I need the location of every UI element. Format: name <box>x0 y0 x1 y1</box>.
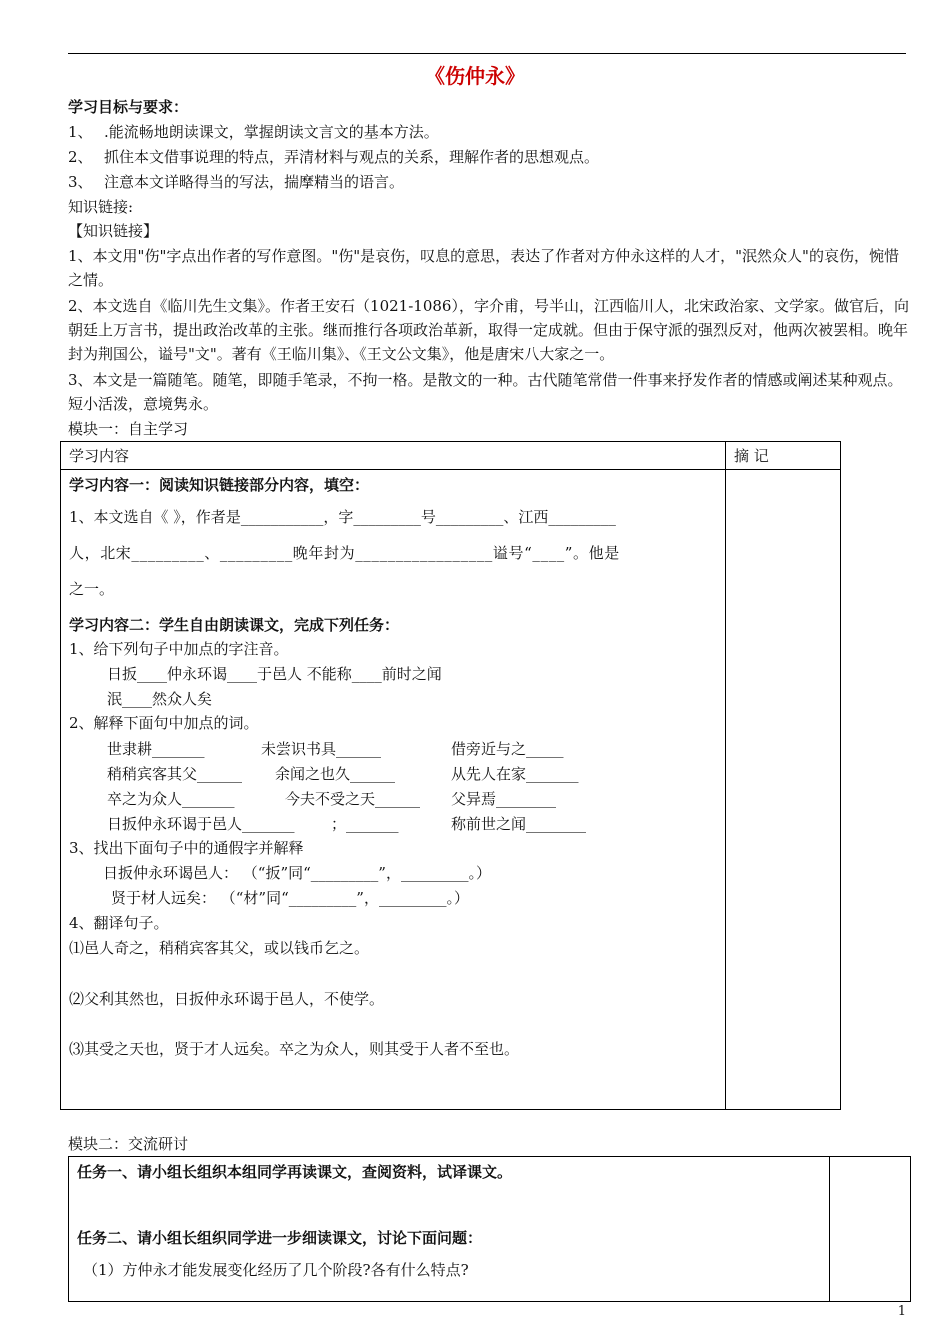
goals-heading: 学习目标与要求： <box>68 98 189 116</box>
word-item: 世隶耕_______ <box>107 740 205 758</box>
word-item: 稍稍宾客其父______ <box>107 765 243 783</box>
knowledge-paragraph: 2、本文选自《临川先生文集》。作者王安石（1021-1086），字介甫，号半山，江西临川人，北宋政治家、文学家。做官后，向朝廷上万言书，提出政治改革的主张。继而推行各项政治革新，取得一定成就。但由于保守派的强烈反对，他两次被罢相。晚年封为荆国公，谥号"文"。著有《王临川集》、《王文公文集》，他是唐宋八大家之一。 <box>68 297 909 363</box>
discussion-cell <box>69 1157 830 1302</box>
fill-line: 之一。 <box>69 580 115 598</box>
goal-item: 1、 .能流畅地朗读课文，掌握朗读文言文的基本方法。 <box>68 123 439 141</box>
translate-sentence: ⑴邑人奇之，稍稍宾客其父，或以钱币乞之。 <box>69 939 370 957</box>
col-header-notes: 摘 记 <box>726 442 841 470</box>
word-item: 今夫不受之天______ <box>285 790 421 808</box>
module2-table <box>68 1156 911 1302</box>
task-two: 任务二、请小组长组织同学进一步细读课文，讨论下面问题： <box>77 1229 483 1247</box>
discussion-notes-cell <box>830 1157 911 1302</box>
word-item: 父异焉________ <box>451 790 557 808</box>
translate-sentence: ⑵父利其然也，日扳仲永环谒于邑人，不使学。 <box>69 990 385 1008</box>
word-item: 未尝识书具______ <box>261 740 382 758</box>
page-number: 1 <box>897 1304 906 1319</box>
word-item: 余闻之也久______ <box>275 765 396 783</box>
question-line: 日扳仲永环谒邑人： （“扳”同“_________”，_________。） <box>103 864 491 882</box>
knowledge-paragraph: 1、本文用"伤"字点出作者的写作意图。"伤"是哀伤，叹息的意思，表达了作者对方仲永这样的人才，"泯然众人"的哀伤，惋惜之情。 <box>68 247 899 289</box>
translate-sentence: ⑶其受之天也，贤于才人远矣。卒之为众人，则其受于人者不至也。 <box>69 1040 520 1058</box>
col-header-content: 学习内容 <box>61 442 726 470</box>
goal-item: 2、 抓住本文借事说理的特点，弄清材料与观点的关系，理解作者的思想观点。 <box>68 148 600 166</box>
task-one: 任务一、请小组长组织本组同学再读课文，查阅资料，试译课文。 <box>77 1163 513 1181</box>
word-item: 借旁近与之_____ <box>451 740 564 758</box>
question: 2、解释下面句中加点的词。 <box>69 714 259 732</box>
word-item: ；_______ <box>331 815 399 833</box>
fill-line: 人，北宋_________、_________晚年封为_________________谥号“____”。他是 <box>69 544 620 562</box>
word-item: 日扳仲永环谒于邑人_______ <box>107 815 295 833</box>
module1-table <box>60 441 841 1110</box>
word-item: 从先人在家_______ <box>451 765 579 783</box>
header-rule <box>68 53 906 54</box>
knowledge-paragraph: 3、本文是一篇随笔。随笔，即随手笔录，不拘一格。是散文的一种。古代随笔常借一件事来抒发作者的情感或阐述某种观点。短小活泼，意境隽永。 <box>68 371 903 413</box>
content-one-heading: 学习内容一：阅读知识链接部分内容，填空： <box>69 476 370 494</box>
task-two-question: （1）方仲永才能发展变化经历了几个阶段?各有什么特点? <box>83 1261 469 1279</box>
word-item: 称前世之闻________ <box>451 815 587 833</box>
question-line: 泯____然众人矣 <box>107 690 213 708</box>
question: 3、找出下面句子中的通假字并解释 <box>69 839 304 857</box>
fill-line: 1、本文选自《 》，作者是___________，字_________号_________、江西_________ <box>69 508 616 526</box>
module1-label: 模块一：自主学习 <box>68 420 189 438</box>
knowledge-heading: 【知识链接】 <box>68 222 159 240</box>
question: 4、翻译句子。 <box>69 914 169 932</box>
module2-label: 模块二：交流研讨 <box>68 1135 189 1153</box>
question-line: 日扳____仲永环谒____于邑人 不能称____前时之闻 <box>107 665 442 683</box>
knowledge-label: 知识链接: <box>68 198 134 216</box>
goal-item: 3、 注意本文详略得当的写法，揣摩精当的语言。 <box>68 173 405 191</box>
notes-cell <box>726 470 841 1110</box>
content-cell <box>61 470 726 1110</box>
question-line: 贤于材人远矣： （“材”同“_________”，_________。） <box>111 889 469 907</box>
question: 1、给下列句子中加点的字注音。 <box>69 640 289 658</box>
word-item: 卒之为众人_______ <box>107 790 235 808</box>
page-title: 《伤仲永》 <box>425 64 525 88</box>
content-two-heading: 学习内容二：学生自由朗读课文，完成下列任务： <box>69 616 400 634</box>
